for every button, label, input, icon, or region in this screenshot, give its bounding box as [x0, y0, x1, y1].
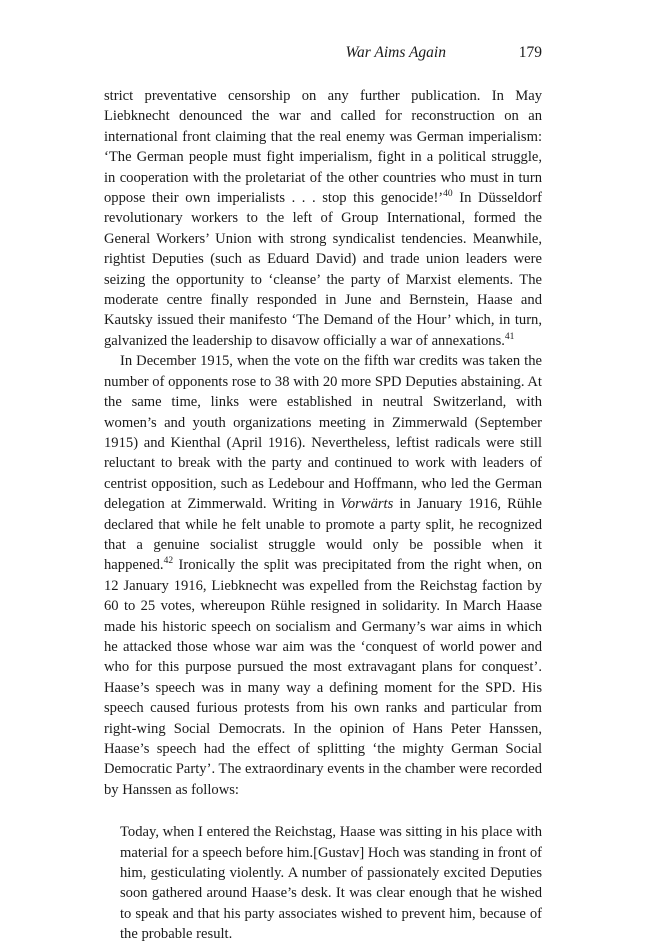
paragraph-1: [104, 86, 542, 351]
paragraph-1-text-b: In Düsseldorf revolutionary workers to the left of Group International, formed the General Workers’ Union with strong syndicalist tendencies. Meanwhile, rightist Deputies (such as Eduard David) and trade union leaders were seizing the opportunity to ‘cleanse’ the party of Marxist elements. The moderate centre finally responded in June and Bernstein, Haase and Kautsky issued their manifesto ‘The Demand of the Hour’ which, in turn, galvanized the leadership to disavow officially a war of annexations.: [104, 190, 543, 349]
footnote-ref-40: 40: [443, 189, 453, 200]
running-title: War Aims Again: [345, 44, 446, 61]
footnote-ref-42: 42: [163, 556, 174, 567]
paragraph-2-text-b: in January 1916, Rühle declared that while he felt unable to promote a party split, he recognized that a genuine socialist struggle would only be possible when it happened.: [104, 496, 542, 574]
footnote-ref-41: 41: [504, 332, 515, 343]
paragraph-2-text-a: In December 1915, when the vote on the fifth war credits was taken the number of opponents rose to 38 with 20 more SPD Deputies abstaining. At the same time, links were established in neutral Switzerland, with women’s and youth organizations meeting in Zimmerwald (September 1915) and Kienthal (April 1916). Nevertheless, leftist radicals were still reluctant to break with the party and continued to work with leaders of centrist opposition, such as Ledebour and Hoffmann, who led the German delegation at Zimmerwald. Writing in: [104, 353, 542, 513]
paragraph-1-text-a: strict preventative censorship on any further publication. In May Liebknecht denounced the war and called for reconstruction on an international front claiming that the real enemy was German imperialism: ‘The German people must fight imperialism, fight in a political struggle, in cooperation with the proletariat of the other countries who must in turn oppose their own imperialists . . . stop this genocide!’: [104, 88, 542, 207]
paragraph-2: [104, 351, 542, 800]
newspaper-title: Vorwärts: [340, 496, 394, 513]
paragraph-2-text-c: Ironically the split was precipitated from the right when, on 12 January 1916, Liebknecht was expelled from the Reichstag faction by 60 to 25 votes, whereupon Rühle resigned in solidarity. In March Haase made his historic speech on socialism and Germany’s war aims in which he attacked those whose war aim was the ‘conquest of world power and who for this purpose pursued the most extravagant plans for conquest’. Haase’s speech was in many way a defining moment for the SPD. His speech caused furious protests from his own ranks and particular from right-wing Social Democrats. In the opinion of Hans Peter Hanssen, Haase’s speech had the effect of splitting ‘the mighty German Social Democratic Party’. The extraordinary events in the chamber were recorded by Hanssen as follows:: [104, 557, 542, 798]
block-quote: Today, when I entered the Reichstag, Haase was sitting in his place with material for a speech before him.[Gustav] Hoch was standing in front of him, gesticulating violently. A number of passionately excited Deputies soon gathered around Haase’s desk. It was clear enough that he wished to speak and that his party associates wished to prevent him, because of the probable result.: [120, 824, 542, 943]
page-number: 179: [518, 44, 542, 61]
body-text: [104, 86, 542, 800]
book-page: [104, 44, 542, 945]
running-head: [104, 44, 542, 68]
